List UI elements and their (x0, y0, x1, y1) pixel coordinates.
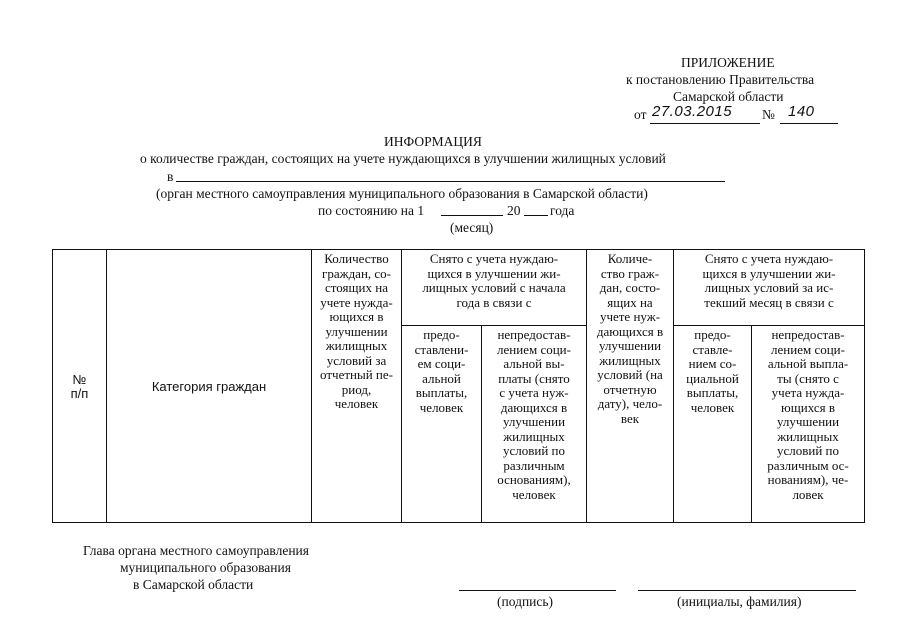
citizens-table (52, 249, 865, 523)
header-removed-month: Снято с учета нуждаю- щихся в улучшении жи- лищных условий за ис- текший месяц в связи с (674, 250, 865, 326)
signature-line-2: муниципального образования (120, 560, 291, 575)
state-year-prefix: 20 (507, 203, 521, 218)
date-underline (650, 123, 760, 124)
signature-caption: (подпись) (497, 594, 554, 609)
state-year-suffix: года (550, 203, 575, 218)
appendix-title: ПРИЛОЖЕНИЕ (681, 55, 775, 70)
signature-underline (459, 590, 616, 591)
appendix-line-2: Самарской области (673, 89, 784, 104)
header-month-provided: предо- ставле- нием со- циальной выплаты, человек (674, 326, 752, 523)
appendix-number: 140 (788, 103, 815, 120)
number-underline (780, 123, 838, 124)
org-caption: (орган местного самоуправления муниципального образования в Самарской области) (156, 186, 648, 201)
header-count-period: Количество граждан, со- стоящих на учете нужда- ющихся в улучшении жилищных условий за отчетный пе- риод, человек (312, 250, 402, 523)
header-count-date: Количе- ство граж- дан, состо- ящих на учете нуж- дающихся в улучшении жилищных условий (на отчетную дату), чело- век (587, 250, 674, 523)
header-removed-since-year: Снято с учета нуждаю- щихся в улучшении жи- лищных условий с начала года в связи с (402, 250, 587, 326)
name-caption: (инициалы, фамилия) (677, 594, 802, 609)
appendix-from-label: от (634, 107, 647, 122)
org-underline (176, 181, 725, 182)
header-year-provided: предо- ставлени- ем соци- альной выплаты, человек (402, 326, 482, 523)
doc-subtitle: о количестве граждан, состоящих на учете нуждающихся в улучшении жилищных условий (140, 151, 666, 166)
name-underline (638, 590, 856, 591)
org-in-label: в (167, 169, 174, 184)
month-caption: (месяц) (450, 220, 494, 235)
year-underline (524, 215, 548, 216)
header-num: № п/п (53, 250, 107, 523)
appendix-line-1: к постановлению Правительства (626, 72, 815, 87)
header-year-not-provided: непредостав- лением соци- альной вы- платы (снято с учета нуж- дающихся в улучшении жилищных условий по различным основаниям), человек (482, 326, 587, 523)
doc-title: ИНФОРМАЦИЯ (384, 134, 482, 149)
state-prefix: по состоянию на 1 (318, 203, 425, 218)
signature-line-3: в Самарской области (133, 577, 254, 592)
header-category: Категория граждан (107, 250, 312, 523)
appendix-number-label: № (762, 107, 775, 122)
month-underline (441, 215, 503, 216)
appendix-date: 27.03.2015 (652, 103, 733, 120)
signature-line-1: Глава органа местного самоуправления (83, 543, 309, 558)
header-month-not-provided: непредостав- лением соци- альной выпла- ты (снято с учета нужда- ющихся в улучшении жилищных условий по различным ос- нованиям), че- ловек (752, 326, 865, 523)
